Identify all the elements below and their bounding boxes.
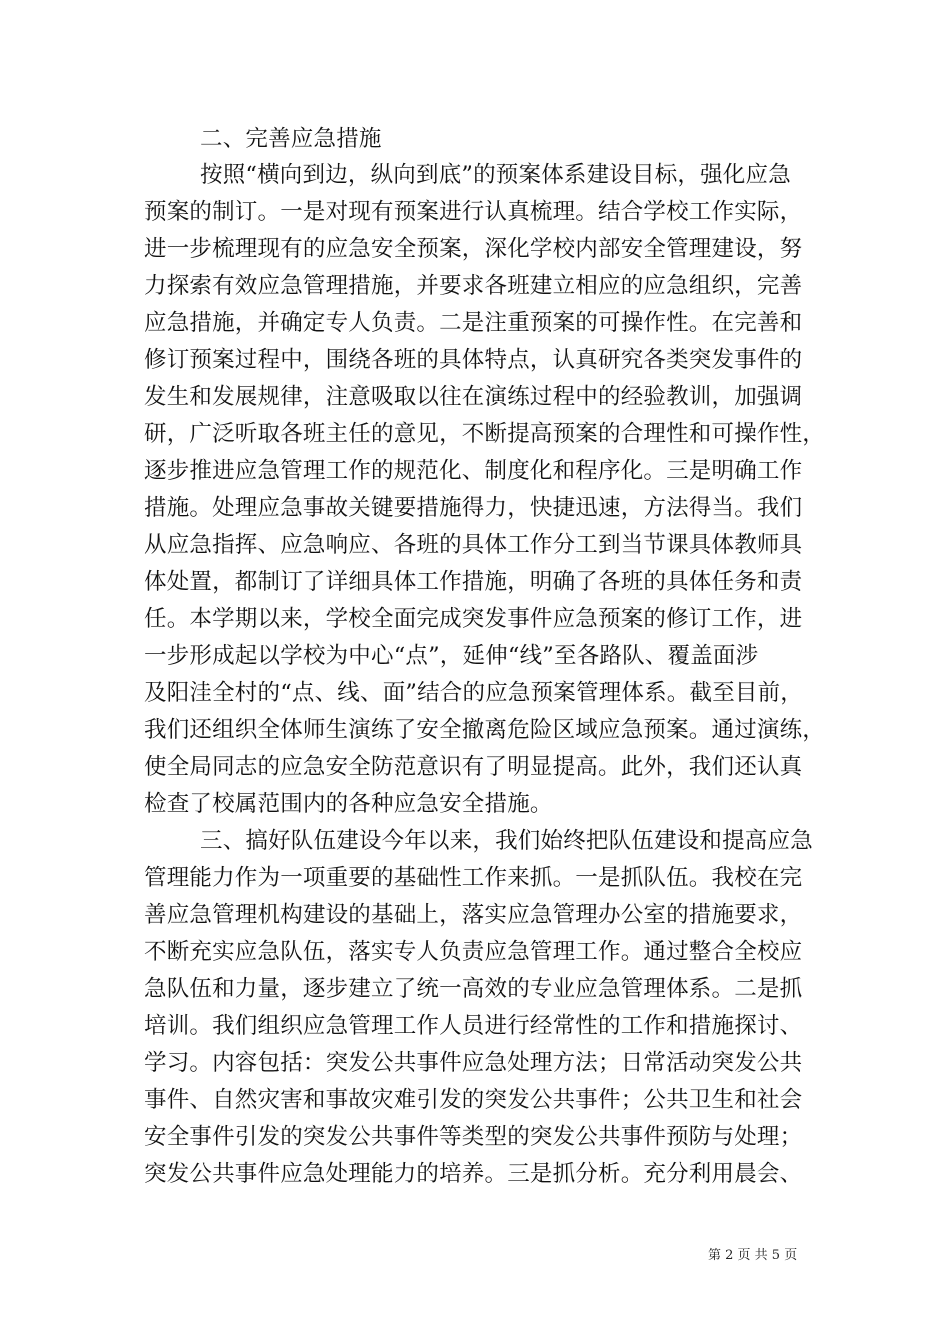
paragraph-line: 力探索有效应急管理措施，并要求各班建立相应的应急组织，完善 (144, 273, 803, 299)
paragraph-line: 一步形成起以学校为中心“点”，延伸“线”至各路队、覆盖面涉 (144, 643, 759, 669)
paragraph-line: 应急措施，并确定专人负责。二是注重预案的可操作性。在完善和 (144, 310, 803, 336)
paragraph-line: 预案的制订。一是对现有预案进行认真梳理。结合学校工作实际， (144, 199, 803, 225)
section-heading-3: 三、搞好队伍建设今年以来，我们始终把队伍建设和提高应急 (200, 828, 813, 854)
paragraph-line: 发生和发展规律，注意吸取以往在演练过程中的经验教训，加强调 (144, 384, 803, 410)
paragraph-line: 学习。内容包括：突发公共事件应急处理方法；日常活动突发公共 (144, 1050, 803, 1076)
paragraph-line: 管理能力作为一项重要的基础性工作来抓。一是抓队伍。我校在完 (144, 865, 803, 891)
paragraph-line: 任。本学期以来，学校全面完成突发事件应急预案的修订工作，进 (144, 606, 803, 632)
paragraph-line: 突发公共事件应急处理能力的培养。三是抓分析。充分利用晨会、 (144, 1161, 803, 1187)
paragraph-line: 进一步梳理现有的应急安全预案，深化学校内部安全管理建设，努 (144, 236, 803, 262)
paragraph-line: 检查了校属范围内的各种应急安全措施。 (144, 791, 553, 817)
paragraph-line: 急队伍和力量，逐步建立了统一高效的专业应急管理体系。二是抓 (144, 976, 803, 1002)
paragraph-line: 研，广泛听取各班主任的意见，不断提高预案的合理性和可操作性， (144, 421, 826, 447)
paragraph-line: 我们还组织全体师生演练了安全撤离危险区域应急预案。通过演练， (144, 717, 826, 743)
paragraph-line: 善应急管理机构建设的基础上，落实应急管理办公室的措施要求， (144, 902, 803, 928)
paragraph-line: 修订预案过程中，围绕各班的具体特点，认真研究各类突发事件的 (144, 347, 803, 373)
paragraph-line: 按照“横向到边，纵向到底”的预案体系建设目标，强化应急 (200, 162, 791, 188)
paragraph-line: 培训。我们组织应急管理工作人员进行经常性的工作和措施探讨、 (144, 1013, 803, 1039)
paragraph-line: 不断充实应急队伍，落实专人负责应急管理工作。通过整合全校应 (144, 939, 803, 965)
paragraph-line: 体处置，都制订了详细具体工作措施，明确了各班的具体任务和责 (144, 569, 803, 595)
paragraph-line: 事件、自然灾害和事故灾难引发的突发公共事件；公共卫生和社会 (144, 1087, 803, 1113)
paragraph-line: 安全事件引发的突发公共事件等类型的突发公共事件预防与处理； (144, 1124, 803, 1150)
paragraph-line: 及阳洼全村的“点、线、面”结合的应急预案管理体系。截至目前， (144, 680, 804, 706)
page-number-footer: 第 2 页 共 5 页 (708, 1248, 798, 1263)
paragraph-line: 从应急指挥、应急响应、各班的具体工作分工到当节课具体教师具 (144, 532, 803, 558)
paragraph-line: 使全局同志的应急安全防范意识有了明显提高。此外，我们还认真 (144, 754, 803, 780)
paragraph-line: 逐步推进应急管理工作的规范化、制度化和程序化。三是明确工作 (144, 458, 803, 484)
section-heading-2: 二、完善应急措施 (200, 126, 382, 152)
paragraph-line: 措施。处理应急事故关键要措施得力，快捷迅速，方法得当。我们 (144, 495, 803, 521)
